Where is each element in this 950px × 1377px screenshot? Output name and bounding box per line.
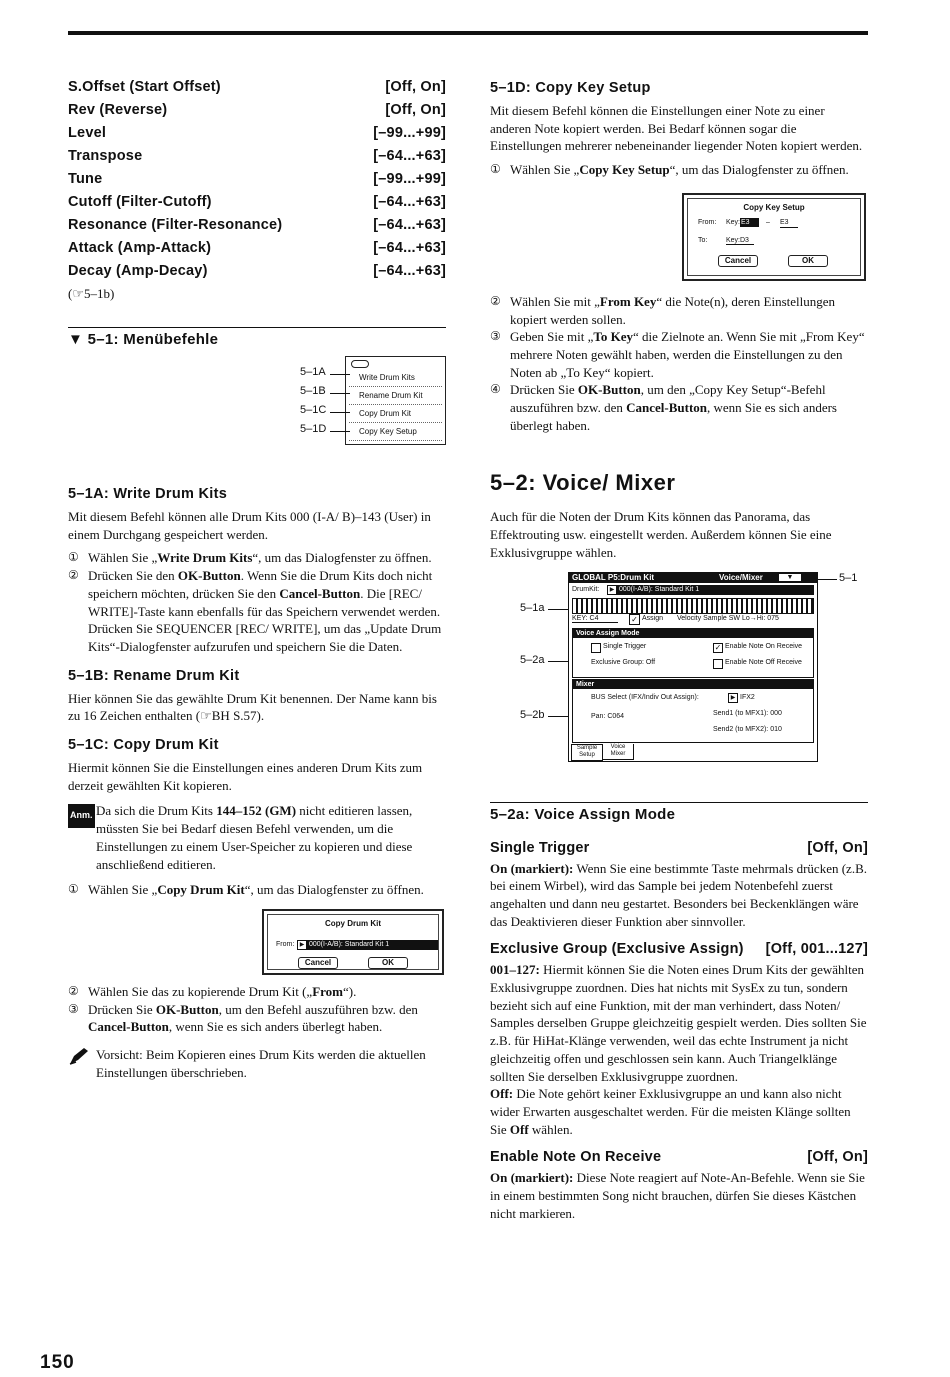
menu-callout-line [330,393,350,394]
single-trigger-label: Single Trigger [603,642,647,650]
param-range: [–64...+63] [373,148,446,164]
pencil-icon [68,1046,96,1081]
page-number: 150 [40,1352,75,1373]
callout-5-2b: 5–2b [520,708,545,721]
s1d-step3: ③ Geben Sie mit „To Key“ die Zielnote an. Wenn Sie mit „From Key“ mehrere Noten gewählt haben, werden die Einstellungen zu den Noten ab „To Key“ kopiert. [490,329,865,380]
menu-handle-icon [351,360,369,368]
copy-key-setup-dialog [682,193,866,281]
exclusive-group-field[interactable]: Exclusive Group: Off [591,658,656,666]
param-range: [–64...+63] [373,263,446,279]
callout-5-1: 5–1 [839,571,858,584]
param-list [68,76,446,283]
exclusive-group-param: Exclusive Group (Exclusive Assign) [Off, 001...127] [490,941,868,958]
drumkit-value[interactable]: 000(I-A/B): Standard Kit 1 [617,585,814,595]
s2a-title: 5–2a: Voice Assign Mode [490,805,676,823]
menu-callout-line [330,412,350,413]
single-trigger-desc: On (markiert): Wenn Sie eine bestimmte Taste mehrmals drücken (z.B. bei einem Wirbel), wird das Sample bei jedem Notenbefehl zuerst angehalten und dann neu gestartet. Besonders bei Beckenklängen wäre das Deaktivieren dieser Funktion aber sinnvoller. [490,860,867,929]
dialog-from-label: From: [698,218,717,226]
dialog-from-label: From: [276,940,295,948]
copy-drum-kit-dialog [262,909,444,975]
s1c-step1: ① Wählen Sie „Copy Drum Kit“, um das Dialogfenster zu öffnen. [68,882,424,898]
param-range: [Off, On] [385,102,446,118]
single-trigger-checkbox[interactable] [591,643,601,653]
cancel-button[interactable]: Cancel [298,957,338,969]
param-range: [–64...+63] [373,240,446,256]
param-name: Decay (Amp-Decay) [68,263,208,279]
param-name: Transpose [68,148,143,164]
tab-voice-mixer[interactable]: Voice Mixer [602,744,634,760]
param-ref: (☞5–1b) [68,286,115,301]
pan-field[interactable]: Pan: C064 [591,712,625,720]
s1b-body: Hier können Sie das gewählte Drum Kit benennen. Der Name kann bis zu 16 Zeichen enthalten (☞BH S.57). [68,690,437,724]
menu-callout: 5–1B [300,385,326,397]
param-row [68,76,446,99]
s1c-step3: ③ Drücken Sie OK-Button, um den Befehl auszuführen bzw. den Cancel-Button, wenn Sie es sich anders überlegt haben. [68,1001,418,1035]
enable-off-label: Enable Note Off Receive [725,658,802,666]
anm-icon: Anm. [68,804,95,828]
s2-title: 5–2: Voice/ Mixer [490,470,676,496]
right-column [490,76,868,1223]
menu-popup [345,356,446,445]
param-name: Resonance (Filter-Resonance) [68,217,283,233]
lcd-figure [490,572,868,776]
dialog-to-label: To: [698,236,708,244]
menu-item[interactable]: Copy Key Setup [349,423,442,441]
param-name: Attack (Amp-Attack) [68,240,212,256]
menu-dropdown-icon[interactable]: ▼ [779,574,801,581]
s1a-title: 5–1A: Write Drum Kits [68,486,228,502]
ok-button[interactable]: OK [368,957,408,969]
tab-sample-setup[interactable]: Sample Setup [571,744,603,761]
param-row [68,168,446,191]
menu-callout: 5–1A [300,366,326,378]
lcd-header-left: GLOBAL P5:Drum Kit [572,572,655,582]
callout-5-2a: 5–2a [520,653,545,666]
key-field[interactable]: KEY: C4 [572,615,618,623]
enable-on-checkbox[interactable]: ✓ [714,642,722,652]
param-row [68,191,446,214]
to-key-field[interactable]: Key:D3 [726,237,754,245]
velocity-field[interactable]: Velocity Sample SW Lo→Hi: 075 [677,614,779,622]
bus-select-label: BUS Select (IFX/Indiv Out Assign): [591,693,699,701]
send2-field[interactable]: Send2 (to MFX2): 010 [713,725,782,733]
menu-figure [68,356,446,466]
param-range: [Off, On] [385,79,446,95]
s1c-step2: ② Wählen Sie das zu kopierende Drum Kit („From“). [68,983,357,999]
play-icon[interactable]: ▶ [728,693,738,703]
s1c-caution: Vorsicht: Beim Kopieren eines Drum Kits werden die aktuellen Einstellungen überschrieben. [68,1046,446,1081]
param-row [68,260,446,283]
param-row [68,237,446,260]
dialog-key-label: Key: [726,218,741,226]
s1a-body: Mit diesem Befehl können alle Drum Kits 000 (I-A/ B)–143 (User) in einem Durchgang gespeichert werden. [68,509,431,542]
bus-select-value[interactable]: IFX2 [740,693,755,701]
s1d-step4: ④ Drücken Sie OK-Button, um den „Copy Key Setup“-Befehl auszuführen bzw. den Cancel-Button, wenn Sie es sich anders überlegt haben. [490,382,837,433]
param-name: Tune [68,171,103,187]
param-range: [–64...+63] [373,217,446,233]
menu-callout: 5–1C [300,404,327,416]
assign-checkbox[interactable]: ✓ [629,614,640,625]
enable-note-on-desc: On (markiert): Diese Note reagiert auf Note-An-Befehle. Wenn sie Sie in einem bestimmten Song nicht brauchen, dürfen Sie dieses Kästchen nicht markieren. [490,1170,865,1221]
menu-callout-line [330,431,350,432]
lcd-header-right: Voice/Mixer [719,572,763,582]
exclusive-group-desc: 001–127: Hiermit können Sie die Noten eines Drum Kits der gewählten Exklusivgruppe zuordnen. Dies hat nichts mit SysEx zu tun, sondern bezieht sich auf eine Funktion, mit der man verhindert, dass Noten/ Samples derselben Gruppe gleichzeitig gespielt werden. Dies sollten Sie z.B. für HiHat-Klänge verwenden, weil das echte Instrument ja nicht gleichzeitig offen und geschlossen sein kann. Auch Triangelklänge sollten Sie derselben Exklusivgruppe zuordnen. Off: Die Note gehört keiner Exklusivgruppe an und kann also nicht wider Erwarten ausgeschaltet werden. Für die meisten Klänge sollten Sie Off wählen. [490,962,867,1137]
keyboard-display[interactable] [572,598,814,614]
single-trigger-param: Single Trigger [Off, On] [490,839,868,856]
dialog-title: Copy Drum Kit [325,918,381,928]
s2-body: Auch für die Noten der Drum Kits können das Panorama, das Effektrouting usw. eingestellt werden. Außerdem können Sie eine Exklusivgruppe wählen. [490,509,832,560]
s1d-title: 5–1D: Copy Key Setup [490,80,651,96]
from-key-field[interactable]: E3 [740,218,759,227]
menu-item[interactable]: Copy Drum Kit [349,405,442,423]
dialog-dash: – [766,218,770,226]
s1d-step1: ① Wählen Sie „Copy Key Setup“, um das Dialogfenster zu öffnen. [490,162,849,178]
mixer-title: Mixer [573,680,813,689]
drumkit-label: DrumKit: [572,585,600,593]
s1d-body: Mit diesem Befehl können die Einstellungen einer Note zu einer anderen Note kopiert werden. Bei Bedarf können sogar die Einstellungen mehrerer nebeneinander liegender Noten kopiert werden. [490,103,863,154]
dialog-title: Copy Key Setup [743,202,805,212]
assign-label: Assign [642,614,664,622]
callout-5-1a: 5–1a [520,601,545,614]
s1b-title: 5–1B: Rename Drum Kit [68,667,240,684]
menu-title: ▼ 5–1: Menübefehle [68,331,219,348]
cancel-button[interactable]: Cancel [718,255,758,267]
param-name: Rev (Reverse) [68,102,168,118]
lcd-header [569,573,817,583]
param-name: Cutoff (Filter-Cutoff) [68,194,212,210]
voice-assign-box [572,628,814,678]
s1c-title: 5–1C: Copy Drum Kit [68,737,219,754]
play-icon[interactable]: ▶ [297,940,307,950]
param-range: [–99...+99] [373,125,446,141]
vam-title: Voice Assign Mode [573,629,813,638]
param-range: [–99...+99] [373,171,446,187]
send1-field[interactable]: Send1 (to MFX1): 000 [713,709,782,717]
enable-off-checkbox[interactable] [713,659,723,669]
s1a-step2: ② Drücken Sie den OK-Button. Wenn Sie die Drum Kits doch nicht speichern möchten, drücken Sie den Cancel-Button. Die [REC/ WRITE]-Taste kann ebenfalls für das Speichern verwendet werden. Drücken Sie SEQUENCER [REC/ WRITE], um das „Update Drum Kits“-Dialogfenster aufzurufen und speichern Sie die Daten. [68,568,442,654]
param-name: Level [68,125,107,141]
param-row [68,99,446,122]
s1c-anm: Anm. Da sich die Drum Kits 144–152 (GM) nicht editieren lassen, müssten Sie bei Bedarf diesen Befehl verwenden, um die Einstellungen zu einem User-Speicher zu kopieren und diese anschließend editieren. [70,803,413,872]
param-name: S.Offset (Start Offset) [68,79,221,95]
lcd-screen [568,572,818,762]
from-key2-field[interactable]: E3 [780,218,798,228]
enable-on-label: Enable Note On Receive [725,642,803,650]
mixer-box [572,679,814,743]
s1a-step1: ① Wählen Sie „Write Drum Kits“, um das Dialogfenster zu öffnen. [68,550,432,566]
dialog-from-value[interactable]: 000(I-A/B): Standard Kit 1 [307,940,438,950]
top-rule [68,31,868,35]
param-row [68,214,446,237]
param-row [68,122,446,145]
left-column [68,76,446,1081]
s1c-body: Hiermit können Sie die Einstellungen eines anderen Drum Kits zum derzeit gewählten Kit kopieren. [68,760,423,793]
s1d-step2: ② Wählen Sie mit „From Key“ die Note(n), deren Einstellungen kopiert werden sollen. [490,293,836,327]
menu-item[interactable]: Write Drum Kits [349,369,442,387]
param-range: [–64...+63] [373,194,446,210]
menu-item[interactable]: Rename Drum Kit [349,387,442,405]
enable-note-on-param: Enable Note On Receive [Off, On] [490,1149,868,1166]
menu-callout-line [330,374,350,375]
ok-button[interactable]: OK [788,255,828,267]
menu-callout: 5–1D [300,423,327,435]
play-icon[interactable]: ▶ [607,585,617,595]
param-row [68,145,446,168]
